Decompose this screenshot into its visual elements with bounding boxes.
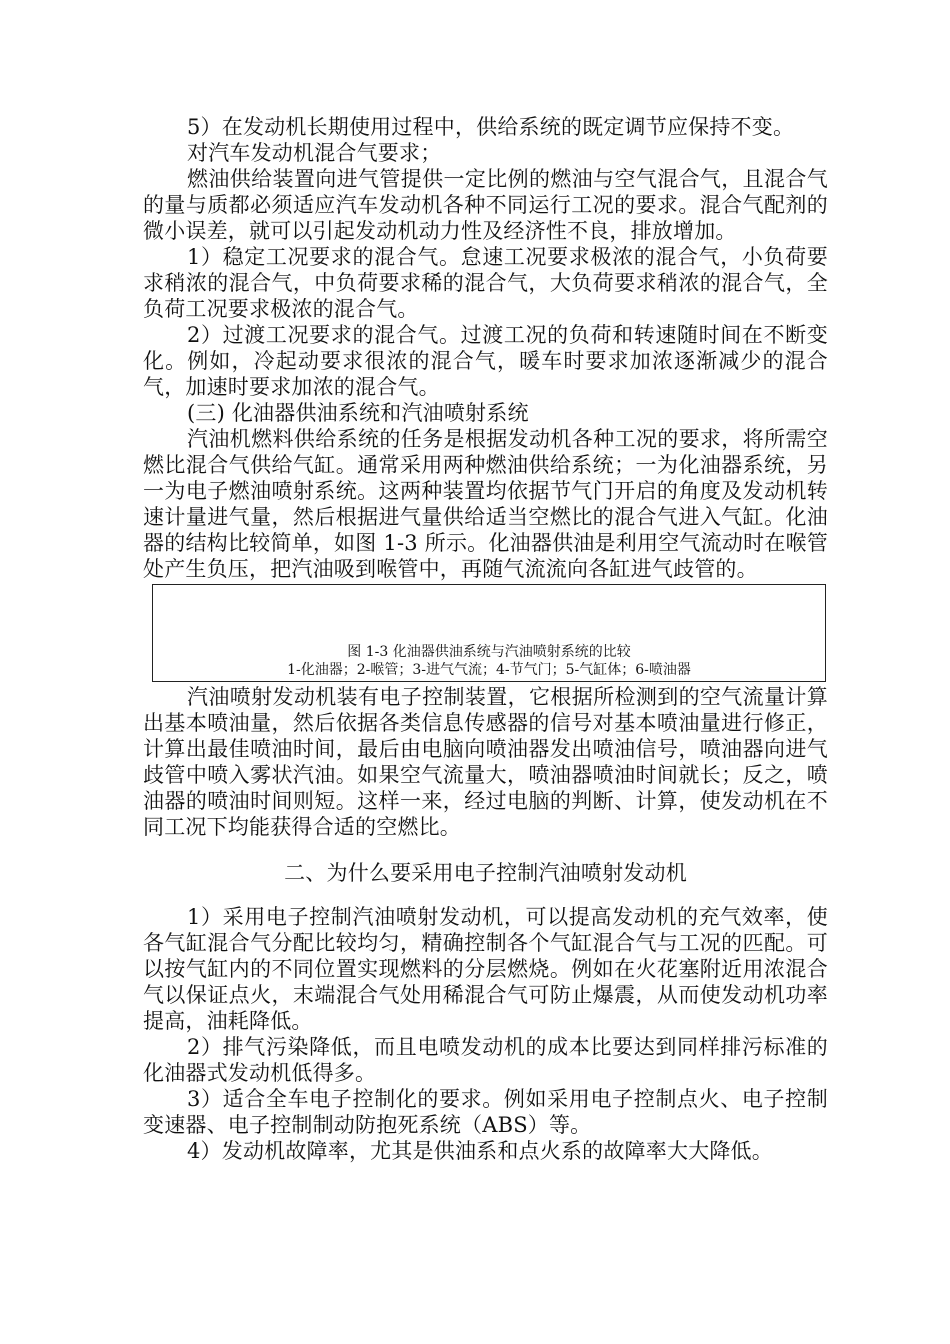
figure-frame: [152, 584, 826, 682]
paragraph: 5）在发动机长期使用过程中，供给系统的既定调节应保持不变。: [187, 115, 795, 139]
document-page: [143, 114, 828, 1164]
paragraph: 燃油供给装置向进气管提供一定比例的燃油与空气混合气，且混合气的量与质都必须适应汽车发动机各种不同运行工况的要求。混合气配剂的微小误差，就可以引起发动机动力性及经济性不良，排放增加。: [143, 167, 828, 243]
figure-caption-legend: 1-化油器；2-喉管；3-进气气流；4-节气门；5-气缸体；6-喷油器: [287, 662, 691, 678]
paragraph: 3）适合全车电子控制化的要求。例如采用电子控制点火、电子控制变速器、电子控制制动防抱死系统（ABS）等。: [143, 1087, 828, 1137]
paragraph: 对汽车发动机混合气要求；: [187, 141, 442, 165]
paragraph: 汽油喷射发动机装有电子控制装置，它根据所检测到的空气流量计算出基本喷油量，然后依据各类信息传感器的信号对基本喷油量进行修正，计算出最佳喷油时间，最后由电脑向喷油器发出喷油信号，喷油器向进气歧管中喷入雾状汽油。如果空气流量大，喷油器喷油时间就长；反之，喷油器的喷油时间则短。这样一来，经过电脑的判断、计算，使发动机在不同工况下均能获得合适的空燃比。: [143, 685, 828, 839]
paragraph: 2）排气污染降低，而且电喷发动机的成本比要达到同样排污标准的化油器式发动机低得多。: [143, 1035, 828, 1085]
paragraph: 汽油机燃料供给系统的任务是根据发动机各种工况的要求，将所需空燃比混合气供给气缸。通常采用两种燃油供给系统；一为化油器系统，另一为电子燃油喷射系统。这两种装置均依据节气门开启的角度及发动机转速计量进气量，然后根据进气量供给适当空燃比的混合气进入气缸。化油器的结构比较简单，如图 1-3 所示。化油器供油是利用空气流动时在喉管处产生负压，把汽油吸到喉管中，再随气流流向各缸进气歧管的。: [143, 427, 828, 581]
paragraph: 1）稳定工况要求的混合气。怠速工况要求极浓的混合气，小负荷要求稍浓的混合气，中负荷要求稀的混合气，大负荷要求稍浓的混合气，全负荷工况要求极浓的混合气。: [143, 245, 828, 321]
figure-caption: [153, 643, 825, 679]
figure-caption-title: 图 1-3 化油器供油系统与汽油喷射系统的比较: [347, 644, 631, 660]
subsection-heading: (三) 化油器供油系统和汽油喷射系统: [187, 401, 529, 425]
paragraph: 1）采用电子控制汽油喷射发动机，可以提高发动机的充气效率，使各气缸混合气分配比较均匀，精确控制各个气缸混合气与工况的匹配。可以按气缸内的不同位置实现燃料的分层燃烧。例如在火花塞附近用浓混合气以保证点火，末端混合气处用稀混合气可防止爆震，从而使发动机功率提高，油耗降低。: [143, 905, 828, 1033]
paragraph: 4）发动机故障率，尤其是供油系和点火系的故障率大大降低。: [187, 1139, 773, 1163]
paragraph: 2）过渡工况要求的混合气。过渡工况的负荷和转速随时间在不断变化。例如，冷起动要求很浓的混合气，暖车时要求加浓逐渐减少的混合气，加速时要求加浓的混合气。: [143, 323, 828, 399]
section-heading: 二、为什么要采用电子控制汽油喷射发动机: [284, 861, 687, 885]
